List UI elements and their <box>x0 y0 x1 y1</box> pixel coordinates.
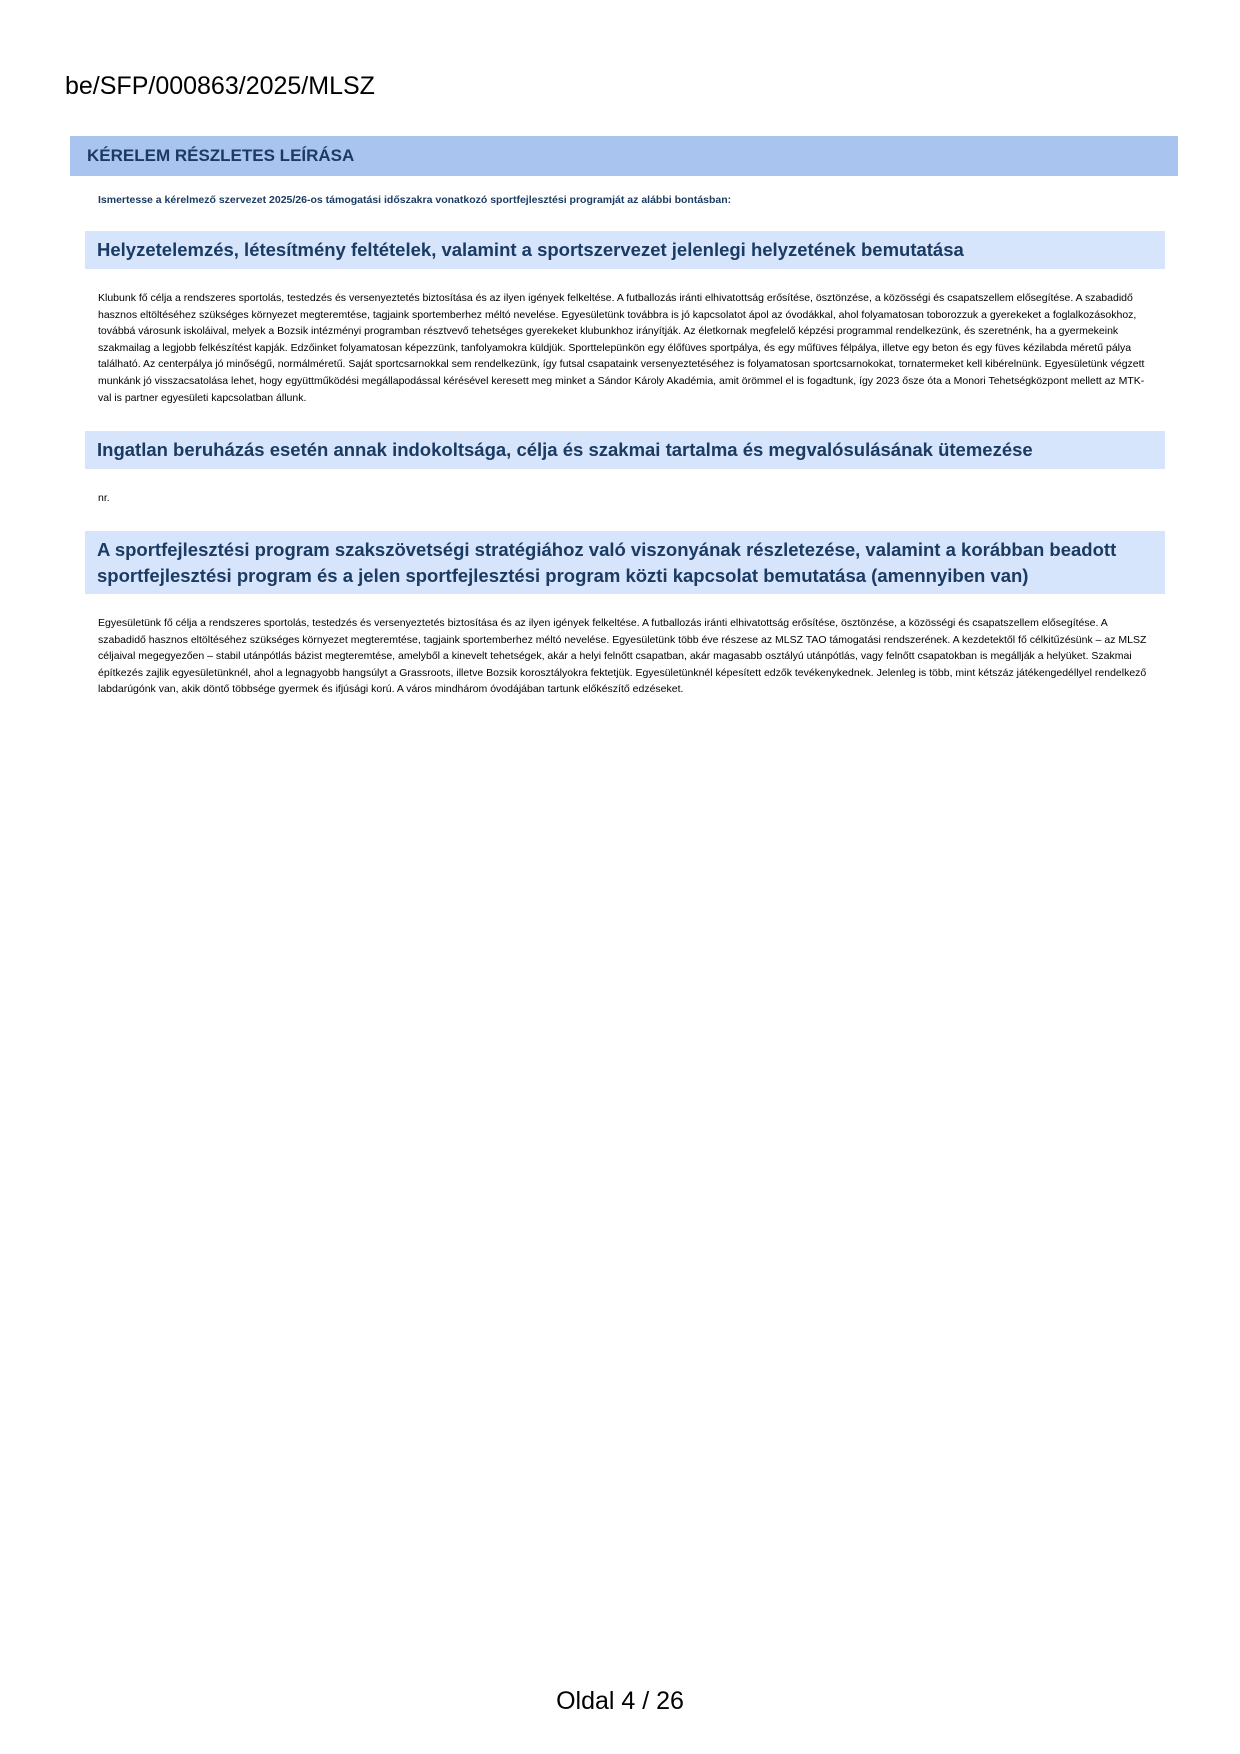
page-number: Oldal 4 / 26 <box>556 1687 684 1715</box>
intro-instruction: Ismertesse a kérelmező szervezet 2025/26-os támogatási időszakra vonatkozó sportfejlesztési programját az alábbi bontásban: <box>98 194 732 206</box>
document-id: be/SFP/000863/2025/MLSZ <box>65 72 375 100</box>
section-body-situation-analysis: Klubunk fő célja a rendszeres sportolás, testedzés és versenyeztetés biztosítása és az ilyen igények felkeltése. A futballozás iránti elhivatottság erősítése, ösztönzése, a közösségi és csapatszellem elősegítése. A szabadidő hasznos eltöltéséhez szükséges környezet megteremtése, tagjaink sportemberhez méltó nevelése. Egyesületünk továbbra is jó kapcsolatot ápol az óvodákkal, ahol folyamatosan toborozzuk a gyerekeket a foglalkozásokhoz, továbbá városunk iskoláival, melyek a Bozsik intézményi programban résztvevő tehetséges gyerekeket klubunkhoz irányítják. Az életkornak megfelelő képzési programmal rendelkezünk, és szeretnénk, ha a gyermekeink szakmailag a legjobb felkészítést kapják. Edzőinket folyamatosan képezzünk, tanfolyamokra küldjük. Sporttelepünkön egy élőfüves sportpálya, és egy műfüves félpálya, illetve egy beton és egy füves kézilabda méretű pálya található. Az centerpálya jó minőségű, normálméretű. Saját sportcsarnokkal sem rendelkezünk, így futsal csapataink versenyeztetéséhez is folyamatosan sportcsarnokokat, tornatermeket kell kibérelnünk. Egyesületünk végzett munkánk jó visszacsatolása lehet, hogy együttműködési megállapodással kérésével keresett meg minket a Sándor Károly Akadémia, amit örömmel el is fogadtunk, így 2023 ősze óta a Monori Tehetségközpont mellett az MTK-val is partner egyesületi kapcsolatban állunk. <box>98 292 1145 404</box>
section-title-real-estate-investment: Ingatlan beruházás esetén annak indokoltsága, célja és szakmai tartalma és megvalósulásának ütemezése <box>85 431 1165 469</box>
main-section-header: KÉRELEM RÉSZLETES LEÍRÁSA <box>70 136 1178 176</box>
section-body-federation-strategy: Egyesületünk fő célja a rendszeres sportolás, testedzés és versenyeztetés biztosítása és az ilyen igények felkeltése. A futballozás iránti elhivatottság erősítése, ösztönzése, a közösségi és csapatszellem elősegítése. A szabadidő hasznos eltöltéséhez szükséges környezet megteremtése, tagjaink sportemberhez méltó nevelése. Egyesületünk több éve részese az MLSZ TAO támogatási rendszerének. A kezdetektől fő célkitűzésünk – az MLSZ céljaival megegyezően – stabil utánpótlás bázist megteremtése, amelyből a kinevelt tehetségek, akár a helyi felnőtt csapatban, akár magasabb osztályú utánpótlás, vagy felnőtt csapatokban is megállják a helyüket. Szakmai építkezés zajlik egyesületünknél, ahol a legnagyobb hangsúlyt a Grassroots, illetve Bozsik korosztályokra fektetjük. Egyesületünknél képesített edzők tevékenykednek. Jelenleg is több, mint kétszáz játékengedéllyel rendelkező labdarúgónk van, akik döntő többsége gyermek és ifjúsági korú. A város mindhárom óvodájában tartunk előkészítő edzéseket. <box>98 617 1147 696</box>
section-body-real-estate-investment: nr. <box>98 492 110 504</box>
section-title-situation-analysis: Helyzetelemzés, létesítmény feltételek, valamint a sportszervezet jelenlegi helyzetének bemutatása <box>85 231 1165 269</box>
section-title-federation-strategy: A sportfejlesztési program szakszövetségi stratégiához való viszonyának részletezése, valamint a korábban beadott sportfejlesztési program és a jelen sportfejlesztési program közti kapcsolat bemutatása (amennyiben van) <box>85 531 1165 594</box>
